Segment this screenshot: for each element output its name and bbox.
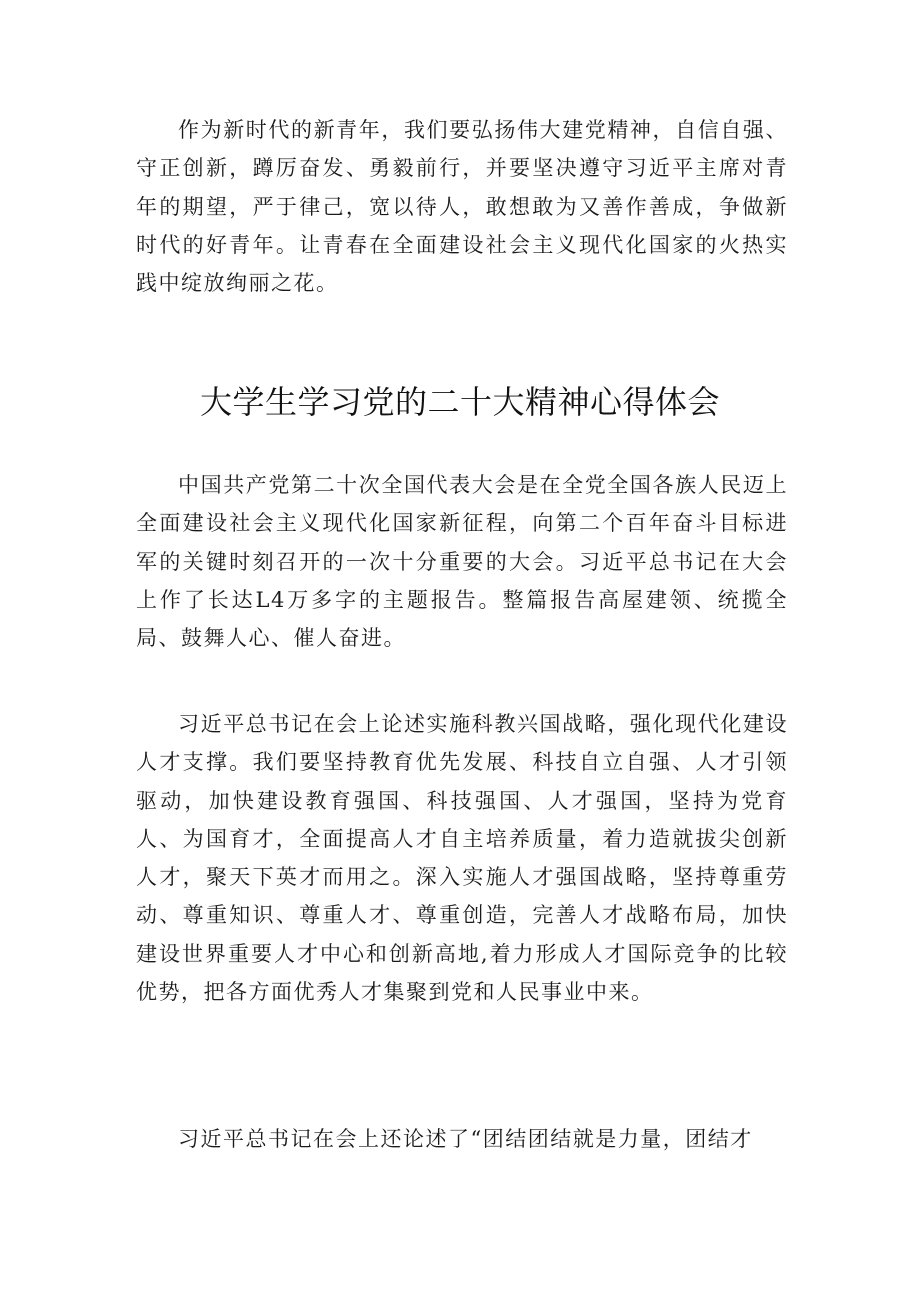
paragraph-congress: 中国共产党第二十次全国代表大会是在全党全国各族人民迈上全面建设社会主义现代化国家新征程，向第二个百年奋斗目标进军的关键时刻召开的一次十分重要的大会。习近平总书记在大会上作了长达L4万多字的主题报告。整篇报告高屋建领、统揽全局、鼓舞人心、催人奋进。 — [136, 473, 788, 651]
page-title: 大学生学习党的二十大精神心得体会 — [199, 383, 720, 421]
paragraph-unity: 习近平总书记在会上还论述了“团结团结就是力量，团结才 — [178, 1127, 753, 1151]
paragraph-talent-strategy: 习近平总书记在会上论述实施科教兴国战略，强化现代化建设人才支撑。我们要坚持教育优先发展、科技自立自强、人才引领驱动，加快建设教育强国、科技强国、人才强国，坚持为党育人、为国育才，全面提高人才自主培养质量，着力造就拔尖创新人才，聚天下英才而用之。深入实施人才强国战略，坚持尊重劳动、尊重知识、尊重人才、尊重创造，完善人才战略布局，加快建设世界重要人才中心和创新高地,着力形成人才国际竞争的比较优势，把各方面优秀人才集聚到党和人民事业中来。 — [136, 712, 788, 1005]
intro-paragraph: 作为新时代的新青年，我们要弘扬伟大建党精神，自信自强、守正创新，蹲厉奋发、勇毅前行，并要坚决遵守习近平主席对青年的期望，严于律己，宽以待人，敢想敢为又善作善成，争做新时代的好青年。让青春在全面建设社会主义现代化国家的火热实践中绽放绚丽之花。 — [136, 118, 788, 296]
